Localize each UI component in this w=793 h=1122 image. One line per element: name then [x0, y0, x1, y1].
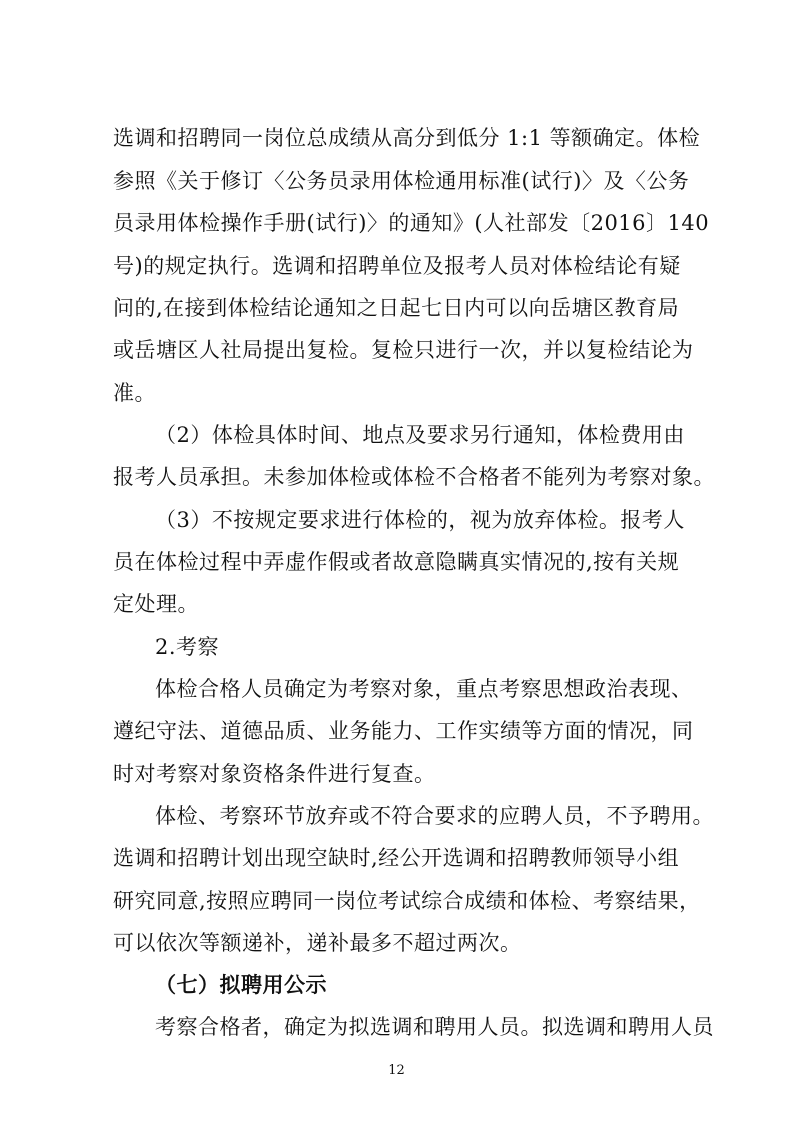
text-line: 参照《关于修订〈公务员录用体检通用标准(试行)〉及〈公务 — [113, 169, 690, 193]
text-line: 准。 — [113, 381, 156, 405]
text-line: 报考人员承担。未参加体检或体检不合格者不能列为考察对象。 — [113, 465, 715, 489]
paragraph-start-line: （2）体检具体时间、地点及要求另行通知，体检费用由 — [155, 423, 685, 447]
text-line: 时对考察对象资格条件进行复查。 — [113, 762, 436, 786]
text-line: 员在体检过程中弄虚作假或者故意隐瞒真实情况的,按有关规 — [113, 550, 680, 574]
text-line: 可以依次等额递补，递补最多不超过两次。 — [113, 931, 522, 955]
page-number: 12 — [388, 1063, 405, 1078]
text-line: 问的,在接到体检结论通知之日起七日内可以向岳塘区教育局 — [113, 296, 680, 320]
text-line: 号)的规定执行。选调和招聘单位及报考人员对体检结论有疑 — [113, 254, 681, 278]
text-line: 员录用体检操作手册(试行)〉的通知》(人社部发〔2016〕140 — [113, 211, 710, 235]
paragraph-start-line: 体检合格人员确定为考察对象，重点考察思想政治表现、 — [155, 677, 693, 701]
paragraph-start-line: 考察合格者，确定为拟选调和聘用人员。拟选调和聘用人员 — [155, 1015, 714, 1039]
text-line: 遵纪守法、道德品质、业务能力、工作实绩等方面的情况，同 — [113, 719, 694, 743]
text-line: 定处理。 — [113, 592, 199, 616]
text-line: 或岳塘区人社局提出复检。复检只进行一次，并以复检结论为 — [113, 338, 694, 362]
paragraph-start-line: （3）不按规定要求进行体检的，视为放弃体检。报考人 — [155, 508, 685, 532]
section-title: 2.考察 — [155, 635, 220, 659]
text-line: 选调和招聘同一岗位总成绩从高分到低分 1:1 等额确定。体检 — [113, 126, 701, 150]
text-line: 研究同意,按照应聘同一岗位考试综合成绩和体检、考察结果， — [113, 889, 701, 913]
section-heading: （七）拟聘用公示 — [155, 973, 327, 997]
paragraph-start-line: 体检、考察环节放弃或不符合要求的应聘人员，不予聘用。 — [155, 804, 714, 828]
text-line: 选调和招聘计划出现空缺时,经公开选调和招聘教师领导小组 — [113, 846, 680, 870]
